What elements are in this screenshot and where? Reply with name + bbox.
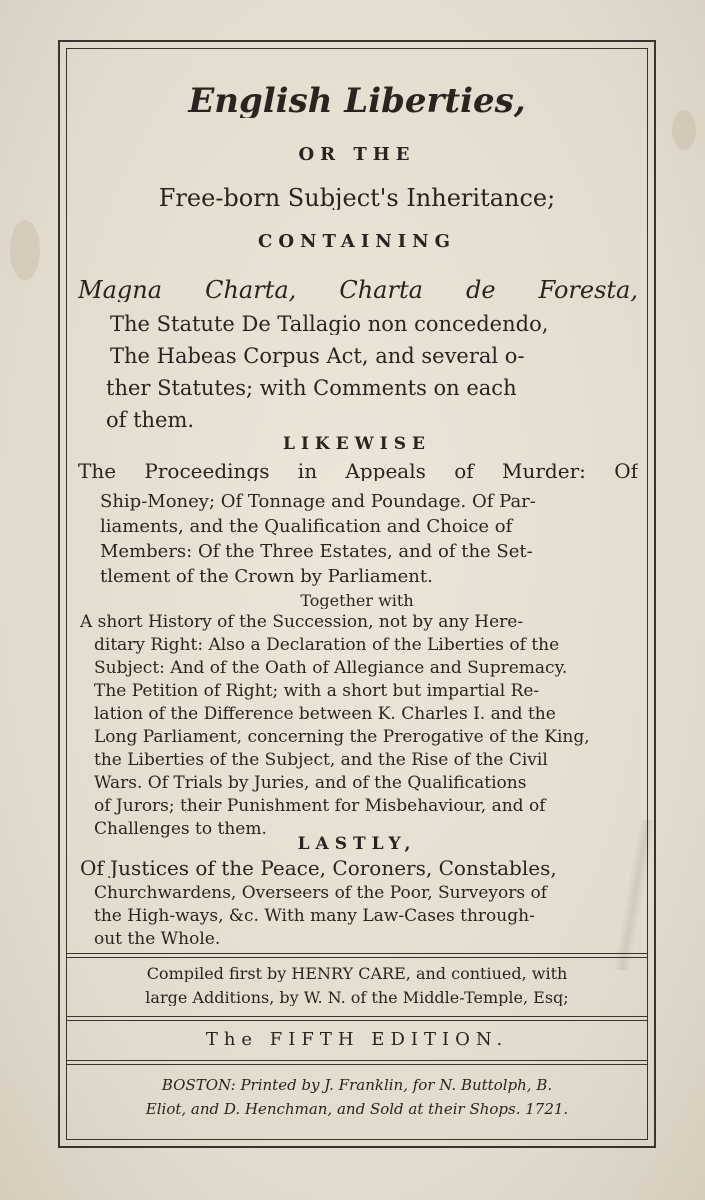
- compiler-line: large Additions, by W. N. of the Middle-Temple, Esq;: [145, 990, 569, 1006]
- divider: [66, 1064, 648, 1065]
- title-connector: OR THE: [298, 146, 416, 164]
- lastly-line: the High-ways, &c. With many Law-Cases through-: [94, 908, 535, 925]
- likewise-line: Members: Of the Three Estates, and of the Set-: [100, 543, 533, 561]
- edition-line: The FIFTH EDITION.: [205, 1031, 509, 1049]
- likewise-line: Ship-Money; Of Tonnage and Poundage. Of Par-: [100, 493, 536, 511]
- lastly-line: Churchwardens, Overseers of the Poor, Surveyors of: [94, 885, 548, 902]
- together-line: lation of the Difference between K. Charles I. and the: [94, 706, 556, 723]
- divider: [66, 1020, 648, 1021]
- paper-stain: [672, 110, 696, 150]
- together-line: Challenges to them.: [94, 821, 267, 838]
- likewise-line: The Proceedings in Appeals of Murder: Of: [78, 461, 638, 481]
- divider: [66, 1060, 648, 1061]
- contents-line: The Statute De Tallagio non concedendo,: [110, 314, 549, 335]
- divider: [66, 953, 648, 954]
- contents-line: The Habeas Corpus Act, and several o-: [110, 346, 525, 367]
- together-line: Subject: And of the Oath of Allegiance and Supremacy.: [94, 660, 568, 677]
- lastly-line: Of Justices of the Peace, Coroners, Constables,: [80, 858, 557, 878]
- contents-line: ther Statutes; with Comments on each: [106, 378, 517, 399]
- together-line: Wars. Of Trials by Juries, and of the Qualifications: [94, 775, 527, 792]
- lastly-line: out the Whole.: [94, 931, 221, 948]
- divider: [66, 1016, 648, 1017]
- main-title: English Liberties,: [188, 84, 526, 118]
- together-line: the Liberties of the Subject, and the Rise of the Civil: [94, 752, 548, 769]
- together-heading: Together with: [300, 593, 414, 609]
- together-line: The Petition of Right; with a short but impartial Re-: [94, 683, 540, 700]
- likewise-line: liaments, and the Qualification and Choice of: [100, 518, 513, 536]
- together-line: ditary Right: Also a Declaration of the Liberties of the: [94, 637, 560, 654]
- imprint-line: BOSTON: Printed by J. Franklin, for N. Buttolph, B.: [161, 1078, 553, 1093]
- contents-line: of them.: [106, 410, 195, 431]
- imprint-line: Eliot, and D. Henchman, and Sold at their Shops. 1721.: [145, 1102, 569, 1117]
- lastly-heading: LASTLY,: [297, 836, 417, 853]
- paper-stain: [10, 220, 40, 280]
- divider: [66, 957, 648, 958]
- likewise-line: tlement of the Crown by Parliament.: [100, 568, 433, 586]
- together-line: A short History of the Succession, not by any Here-: [80, 614, 524, 631]
- likewise-heading: LIKEWISE: [283, 436, 431, 453]
- together-line: of Jurors; their Punishment for Misbehaviour, and of: [94, 798, 546, 815]
- together-line: Long Parliament, concerning the Prerogative of the King,: [94, 729, 590, 746]
- subtitle: Free-born Subject's Inheritance;: [158, 186, 556, 210]
- containing-heading: CONTAINING: [258, 233, 456, 251]
- compiler-line: Compiled first by HENRY CARE, and contiued, with: [146, 966, 568, 982]
- contents-line: Magna Charta, Charta de Foresta,: [78, 278, 638, 302]
